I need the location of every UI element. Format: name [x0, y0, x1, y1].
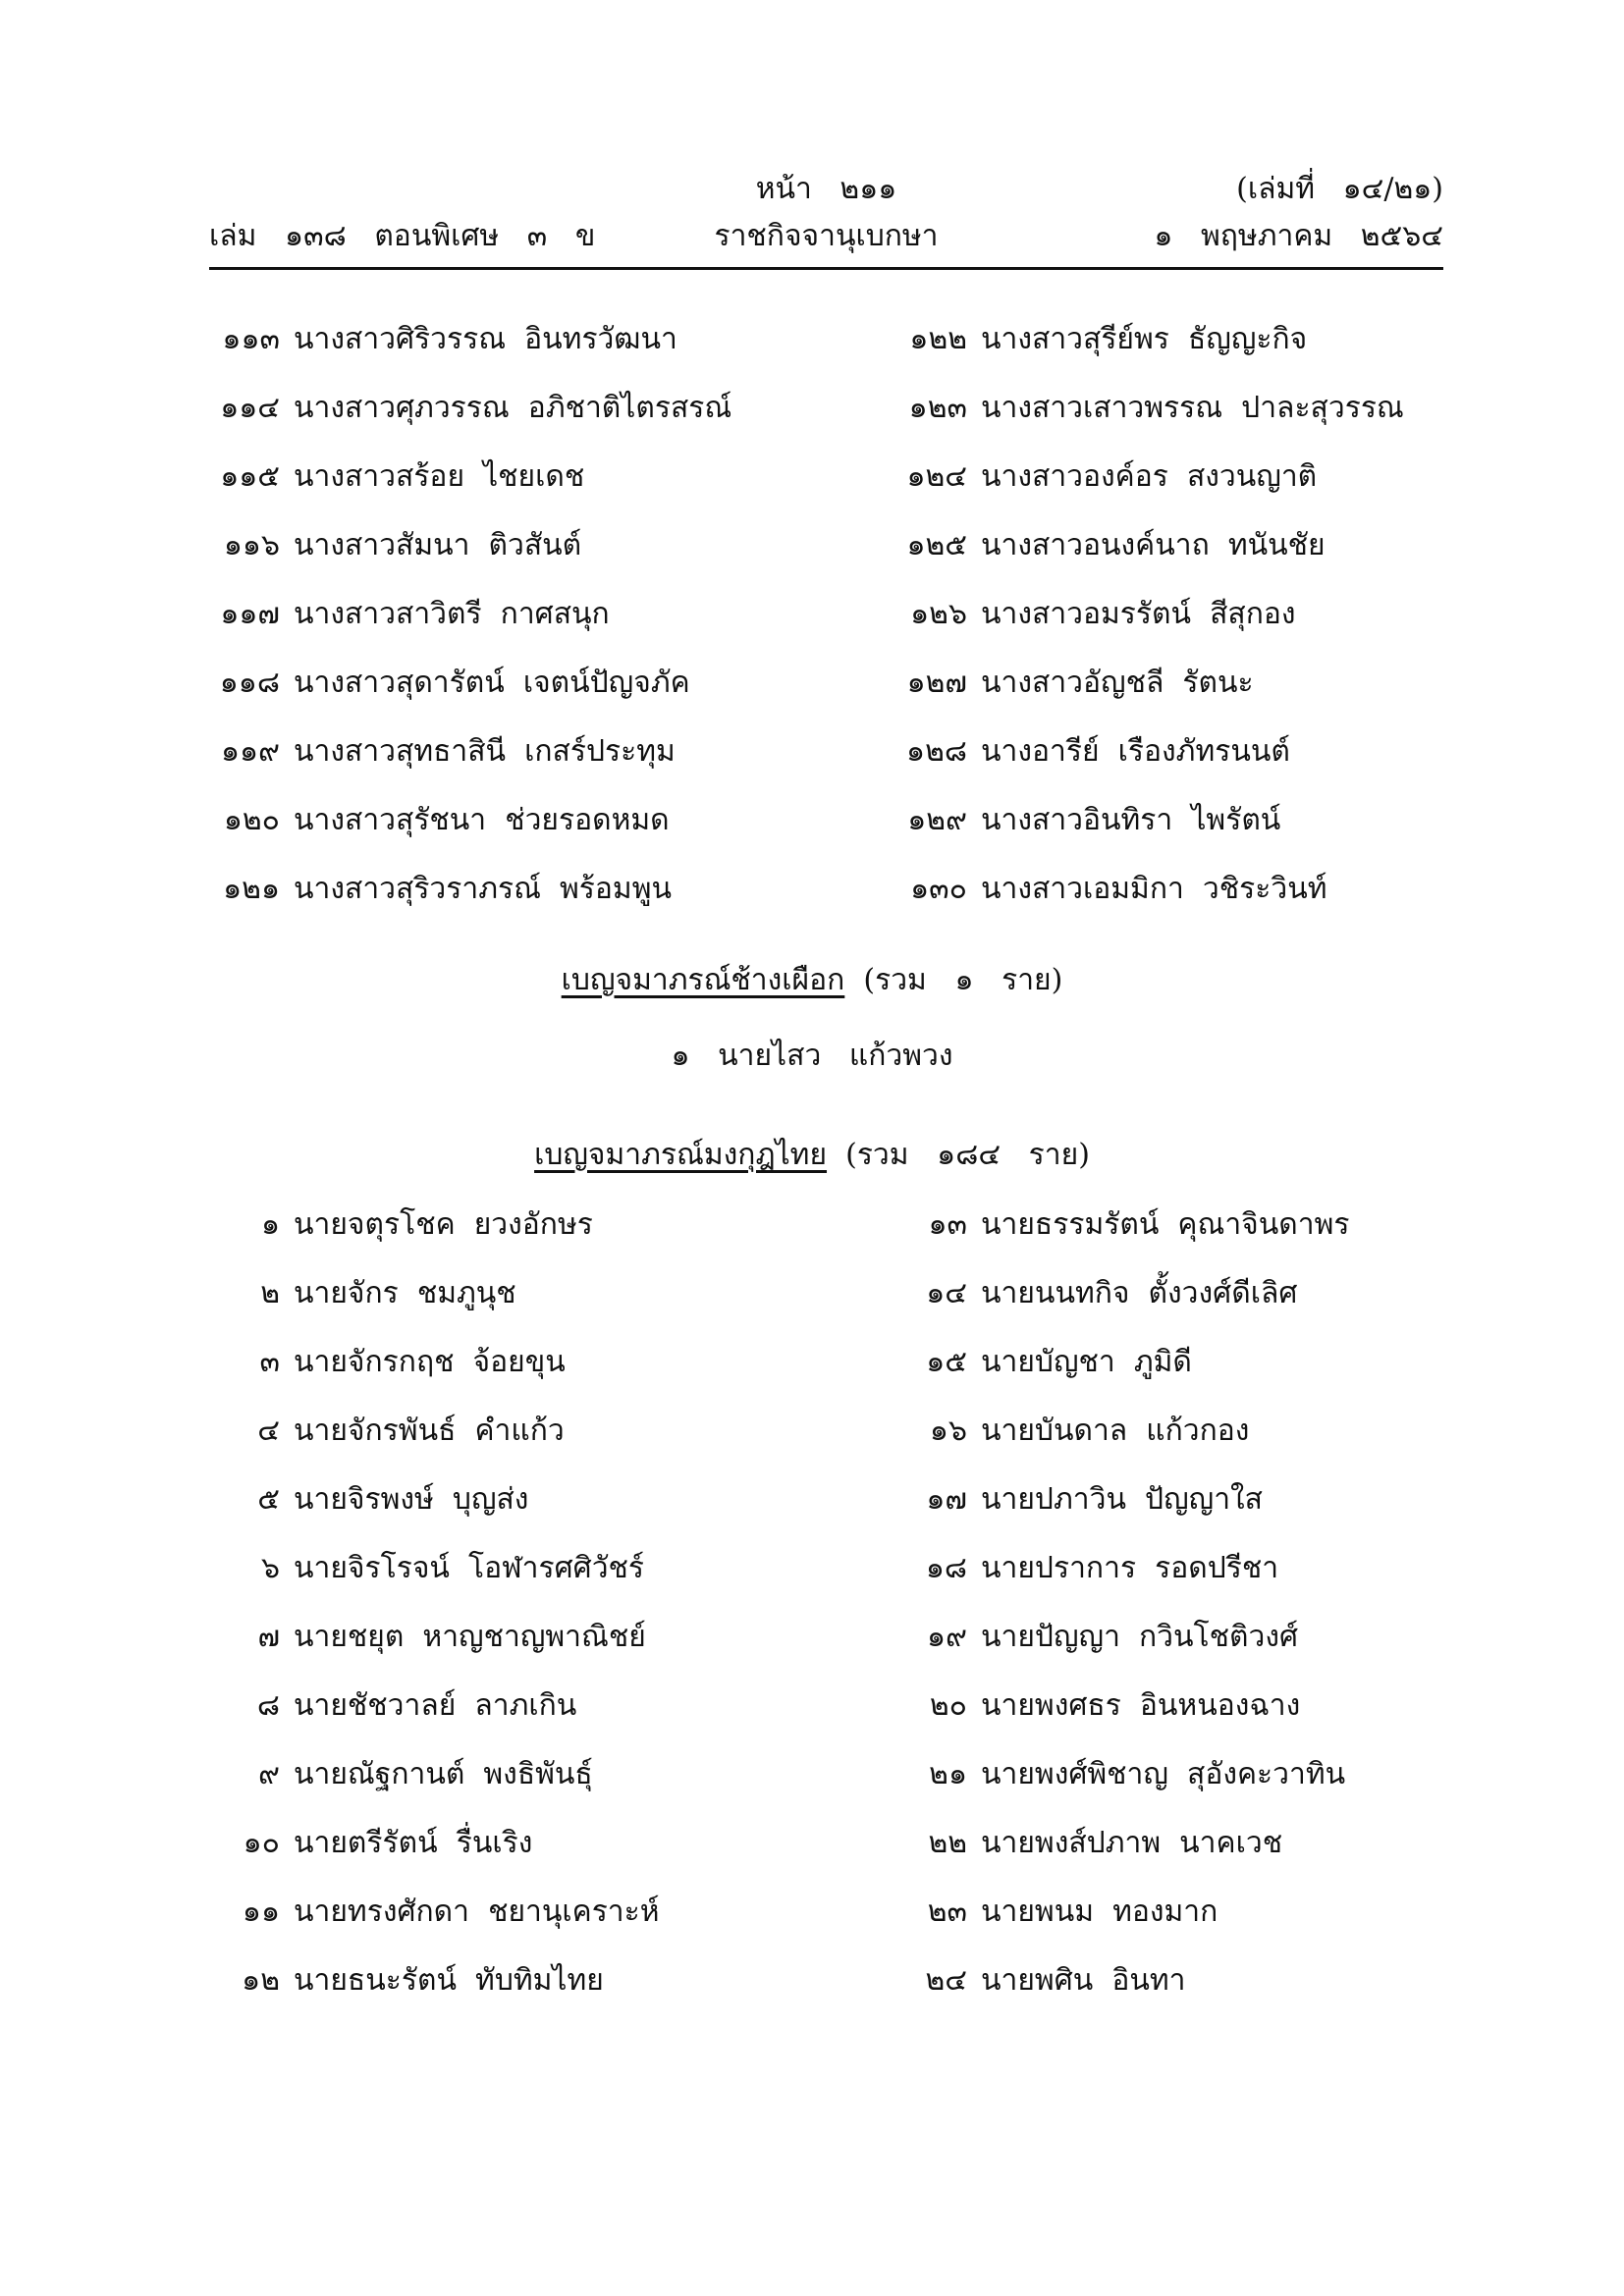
- person-name: นางสาวอนงค์นาถ ทนันชัย: [981, 527, 1326, 562]
- list-item: [196, 304, 884, 373]
- person-name: นายจักร ชมภูนุช: [294, 1275, 516, 1310]
- item-number: ๑๑: [242, 1894, 280, 1929]
- person-name: นายพศิน อินทา: [981, 1962, 1186, 1998]
- list-item: [196, 1396, 884, 1465]
- section-heading: เบญจมาภรณ์ช้างเผือก: [561, 963, 845, 997]
- person-name: นางอารีย์ เรืองภัทรนนต์: [981, 733, 1290, 769]
- item-number: ๑๖: [929, 1413, 967, 1448]
- list-item: [884, 510, 1434, 579]
- list-item: [196, 442, 884, 510]
- person-name: นางสาวสร้อย ไชยเดช: [294, 458, 585, 494]
- person-name: นางสาวสุทธาสินี เกสร์ประทุม: [294, 733, 676, 769]
- person-name: นายจตุรโชค ยวงอักษร: [294, 1206, 593, 1242]
- header-row-bottom: [209, 212, 1443, 261]
- item-number: ๑๓: [928, 1206, 967, 1242]
- person-name: นายชยุต หาญชาญพาณิชย์: [294, 1619, 646, 1654]
- list-item: [884, 785, 1434, 854]
- crown-name-list: [196, 1190, 1434, 2014]
- name-list-continued: [196, 304, 1434, 923]
- list-item: [196, 1946, 884, 2014]
- list-item: [884, 1327, 1434, 1396]
- person-name: นายธรรมรัตน์ คุณาจินดาพร: [981, 1206, 1350, 1242]
- list-item: [196, 648, 884, 717]
- list-item: [196, 854, 884, 923]
- person-name: นายจักรพันธ์ คำแก้ว: [294, 1413, 565, 1448]
- item-number: ๑๓๐: [910, 871, 967, 906]
- item-number: ๑๒๒: [909, 321, 967, 356]
- item-number: ๗: [257, 1619, 280, 1654]
- list-item: [884, 1396, 1434, 1465]
- person-name: นายธนะรัตน์ ทับทิมไทย: [294, 1962, 604, 1998]
- list-item: [196, 1808, 884, 1877]
- list-item: [884, 1190, 1434, 1258]
- item-number: ๑๑๔: [220, 390, 280, 425]
- item-number: ๔: [257, 1413, 280, 1448]
- item-number: ๑๒๗: [906, 665, 967, 700]
- item-number: ๒๑: [929, 1756, 967, 1791]
- item-number: ๑๔: [926, 1275, 967, 1310]
- person-name: นายจักรกฤช จ้อยขุน: [294, 1344, 566, 1379]
- section-heading: เบญจมาภรณ์มงกุฎไทย: [534, 1138, 828, 1172]
- person-name: นายณัฐกานต์ พงธิพันธุ์: [294, 1756, 593, 1791]
- person-name: นายทรงศักดา ชยานุเคราะห์: [294, 1894, 660, 1929]
- item-number: ๑๙: [926, 1619, 967, 1654]
- list-item: [196, 1190, 884, 1258]
- item-number: ๕: [257, 1481, 280, 1517]
- list-item: [884, 304, 1434, 373]
- item-number: ๑๐: [243, 1825, 280, 1860]
- list-item: [884, 1602, 1434, 1671]
- person-name: นางสาวอินทิรา ไพรัตน์: [981, 802, 1281, 837]
- person-name: นางสาวสุริวราภรณ์ พร้อมพูน: [294, 871, 672, 906]
- list-item: [884, 1739, 1434, 1808]
- item-number: ๑๑๖: [223, 527, 280, 562]
- person-name: นายบัญชา ภูมิดี: [981, 1344, 1192, 1379]
- person-name: นางสาวอัญชลี รัตนะ: [981, 665, 1254, 700]
- item-number: ๒๔: [925, 1962, 967, 1998]
- list-item: [884, 442, 1434, 510]
- list-item: [884, 1258, 1434, 1327]
- person-name: นายจิรโรจน์ โอฬารศศิวัชร์: [294, 1550, 645, 1585]
- volume-part: (เล่มที่ ๑๔/๒๑): [1236, 172, 1443, 206]
- person-name: นายพงศธร อินหนองฉาง: [981, 1687, 1301, 1723]
- person-name: นางสาวองค์อร สงวนญาติ: [981, 458, 1318, 494]
- item-number: ๒๓: [927, 1894, 967, 1929]
- list-item: [884, 373, 1434, 442]
- list-item: [884, 854, 1434, 923]
- person-name: นายจิรพงษ์ บุญส่ง: [294, 1481, 529, 1517]
- list-item: [884, 1671, 1434, 1739]
- section-count: (รวม ๑ ราย): [863, 963, 1063, 997]
- person-name: นางสาวสุรัชนา ช่วยรอดหมด: [294, 802, 670, 837]
- list-item: [196, 1533, 884, 1602]
- person-name: นายตรีรัตน์ รื่นเริง: [294, 1825, 533, 1860]
- list-item: [884, 1946, 1434, 2014]
- list-item: [196, 1258, 884, 1327]
- item-number: ๖: [260, 1550, 280, 1585]
- person-name: นางสาวศิริวรรณ อินทรวัฒนา: [294, 321, 677, 356]
- item-number: ๑๒๘: [906, 733, 967, 769]
- volume-info: เล่ม ๑๓๘ ตอนพิเศษ ๓ ข: [209, 219, 596, 253]
- section-title-white-elephant: [0, 957, 1624, 1003]
- list-item: [196, 1327, 884, 1396]
- person-name: นายปภาวิน ปัญญาใส: [981, 1481, 1263, 1517]
- publication-date: ๑ พฤษภาคม ๒๕๖๔: [1154, 219, 1443, 253]
- item-number: ๙: [258, 1756, 280, 1791]
- person-name: นายบันดาล แก้วกอง: [981, 1413, 1250, 1448]
- item-number: ๑๕: [926, 1344, 967, 1379]
- person-name: นางสาวสาวิตรี กาศสนุก: [294, 596, 610, 631]
- person-name: นายปราการ รอดปรีชา: [981, 1550, 1279, 1585]
- item-number: ๑๘: [925, 1550, 967, 1585]
- item-number: ๑๒๐: [223, 802, 280, 837]
- person-name: นายนนทกิจ ตั้งวงศ์ดีเลิศ: [981, 1275, 1298, 1310]
- item-number: ๑๒๕: [906, 527, 967, 562]
- list-item: [196, 579, 884, 648]
- gazette-name: ราชกิจจานุเบกษา: [714, 219, 939, 253]
- item-number: ๑๒๙: [907, 802, 967, 837]
- person-name: นายชัชวาลย์ ลาภเกิน: [294, 1687, 577, 1723]
- list-item: [884, 717, 1434, 785]
- list-item: [196, 1671, 884, 1739]
- list-item: [196, 1739, 884, 1808]
- header-divider: [209, 267, 1443, 270]
- person-name: นางสาวสุดารัตน์ เจตน์ปัญจภัค: [294, 665, 690, 700]
- person-name: นายพนม ทองมาก: [981, 1894, 1218, 1929]
- item-number: ๑๑๓: [222, 321, 280, 356]
- person-name: นายพงส์ปภาพ นาคเวช: [981, 1825, 1283, 1860]
- list-item: [884, 1877, 1434, 1946]
- item-number: ๒๐: [929, 1687, 967, 1723]
- item-number: ๘: [256, 1687, 280, 1723]
- item-number: ๓: [259, 1344, 280, 1379]
- list-item: [884, 579, 1434, 648]
- item-number: ๑๑๙: [220, 733, 280, 769]
- list-item: [196, 373, 884, 442]
- item-number: ๑๒๑: [223, 871, 280, 906]
- item-number: ๒๒: [928, 1825, 967, 1860]
- page-label: หน้า ๒๑๑: [755, 172, 897, 206]
- item-number: ๒: [260, 1275, 280, 1310]
- person-name: นางสาวสุรีย์พร ธัญญะกิจ: [981, 321, 1308, 356]
- item-number: ๑๑๕: [220, 458, 280, 494]
- item-number: ๑๑๗: [220, 596, 280, 631]
- person-name: นางสาวเสาวพรรณ ปาละสุวรรณ: [981, 390, 1404, 425]
- item-number: ๑๒๓: [908, 390, 967, 425]
- item-number: ๑: [260, 1206, 280, 1242]
- person-name: นายพงศ์พิชาญ สุอังคะวาทิน: [981, 1756, 1346, 1791]
- list-item: [884, 1465, 1434, 1533]
- person-name: นายปัญญา กวินโชติวงศ์: [981, 1619, 1299, 1654]
- list-item: [196, 1602, 884, 1671]
- item-number: ๑๒: [242, 1962, 280, 1998]
- list-item: [884, 1533, 1434, 1602]
- section-count: (รวม ๑๘๔ ราย): [845, 1138, 1090, 1172]
- list-item: [196, 717, 884, 785]
- header-row-top: [209, 165, 1443, 214]
- person-name: นางสาวศุภวรรณ อภิชาติไตรสรณ์: [294, 390, 732, 425]
- person-name: นางสาวเอมมิกา วชิระวินท์: [981, 871, 1327, 906]
- list-item: [196, 510, 884, 579]
- list-item: [196, 1877, 884, 1946]
- item-number: ๑๗: [926, 1481, 967, 1517]
- item-number: ๑๑๘: [219, 665, 280, 700]
- item-number: ๑๒๖: [910, 596, 967, 631]
- list-item: [884, 648, 1434, 717]
- section-title-crown: [0, 1132, 1624, 1178]
- person-name: นางสาวสัมนา ติวสันต์: [294, 527, 582, 562]
- list-item: [196, 1465, 884, 1533]
- person-name: นางสาวอมรรัตน์ สีสุกอง: [981, 596, 1296, 631]
- gazette-header: [209, 165, 1443, 273]
- white-elephant-entry: ๑ นายไสว แก้วพวง: [671, 1039, 953, 1073]
- list-item: [196, 785, 884, 854]
- list-item: [884, 1808, 1434, 1877]
- item-number: ๑๒๔: [906, 458, 967, 494]
